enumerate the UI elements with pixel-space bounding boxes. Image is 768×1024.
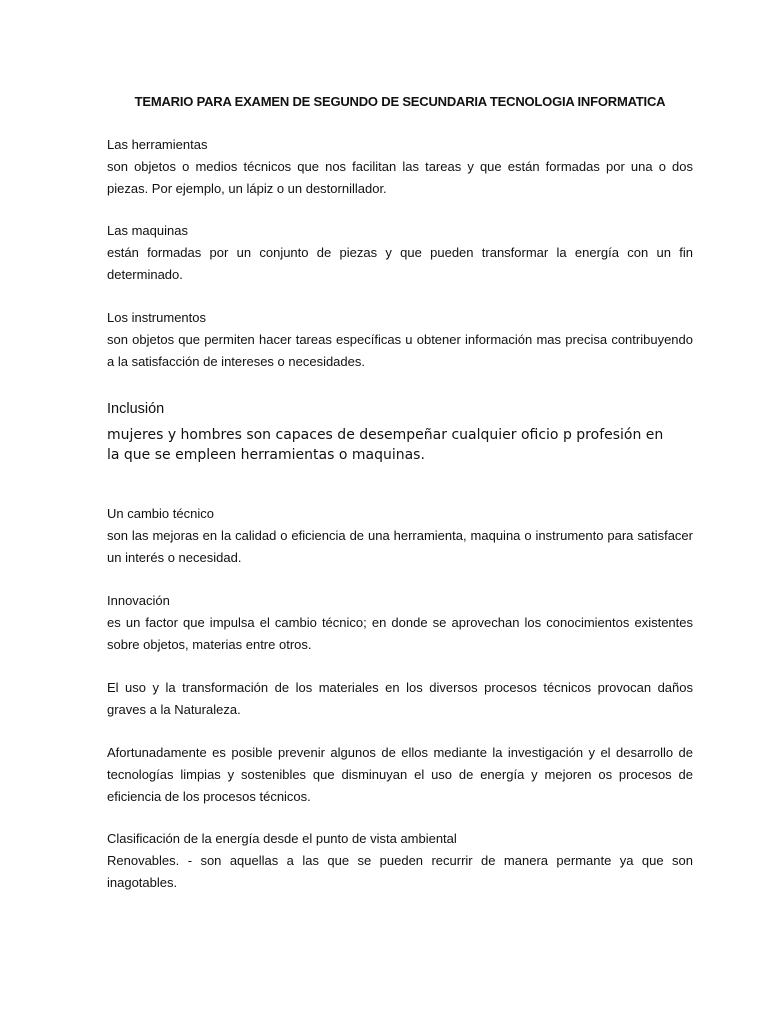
section-heading: Un cambio técnico <box>107 506 214 521</box>
section-text: Afortunadamente es posible prevenir algunos de ellos mediante la investigación y el desarrollo de tecnologías limpias y sostenibles que disminuyan el uso de energía y mejoren os procesos de eficiencia de los procesos técnicos. <box>107 745 693 804</box>
section-innovacion <box>107 590 693 656</box>
section-clasificacion-energia <box>107 828 693 894</box>
section-text: es un factor que impulsa el cambio técnico; en donde se aprovechan los conocimientos existentes sobre objetos, materias entre otros. <box>107 615 693 652</box>
section-heading: Clasificación de la energía desde el punto de vista ambiental <box>107 831 457 846</box>
section-heading: Las herramientas <box>107 137 208 152</box>
section-instrumentos <box>107 307 693 373</box>
section-text: son las mejoras en la calidad o eficiencia de una herramienta, maquina o instrumento para satisfacer un interés o necesidad. <box>107 528 693 565</box>
document-title: TEMARIO PARA EXAMEN DE SEGUNDO DE SECUNDARIA TECNOLOGIA INFORMATICA <box>134 94 666 109</box>
section-text: Renovables. - son aquellas a las que se pueden recurrir de manera permante ya que son inagotables. <box>107 853 693 890</box>
section-text: están formadas por un conjunto de piezas y que pueden transformar la energía con un fin determinado. <box>107 245 693 282</box>
section-maquinas <box>107 220 693 286</box>
section-text: son objetos que permiten hacer tareas específicas u obtener información mas precisa contribuyendo a la satisfacción de intereses o necesidades. <box>107 332 693 369</box>
section-heading: Innovación <box>107 593 170 608</box>
section-afortunadamente <box>107 742 693 808</box>
section-text: El uso y la transformación de los materiales en los diversos procesos técnicos provocan daños graves a la Naturaleza. <box>107 680 693 717</box>
section-text: mujeres y hombres son capaces de desempeñar cualquier oficio p profesión en la que se empleen herramientas o maquinas. <box>107 427 664 463</box>
section-heading: Las maquinas <box>107 223 188 238</box>
section-herramientas <box>107 134 693 200</box>
section-text: son objetos o medios técnicos que nos facilitan las tareas y que están formadas por una o dos piezas. Por ejemplo, un lápiz o un destornillador. <box>107 159 693 196</box>
section-cambio-tecnico <box>107 503 693 569</box>
section-heading: Los instrumentos <box>107 310 206 325</box>
section-heading: Inclusión <box>107 401 165 417</box>
section-uso-materiales <box>107 677 693 721</box>
section-inclusion <box>107 397 693 465</box>
